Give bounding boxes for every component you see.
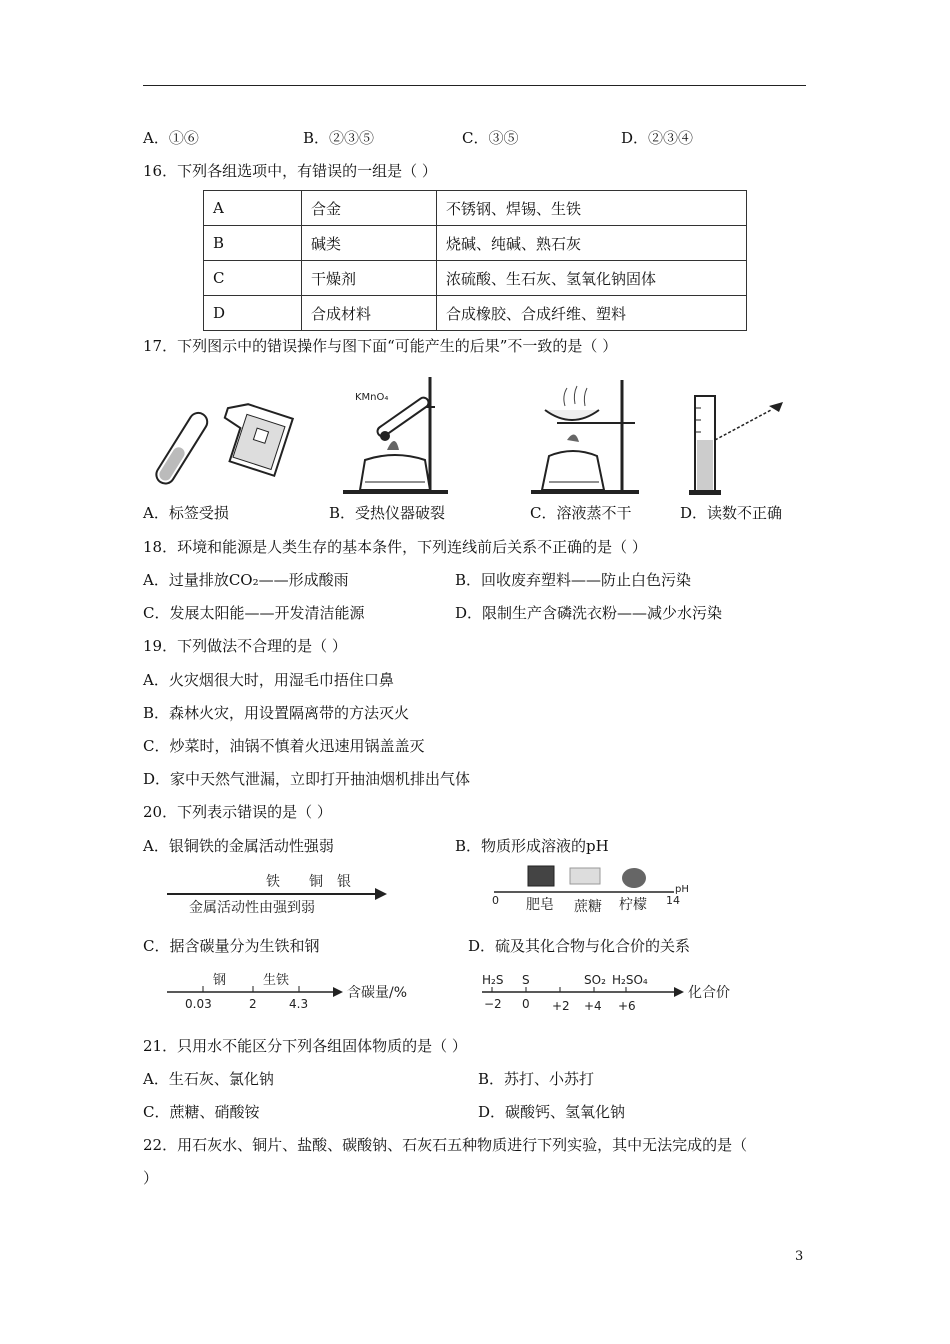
ph-item: 柠檬 <box>619 897 647 913</box>
q15-option-a: A．①⑥ <box>143 129 199 147</box>
material-label: 钢 <box>213 973 227 988</box>
carbon-tick: 2 <box>249 997 257 1011</box>
valence-axis-label: 化合价 <box>688 985 730 1001</box>
soap-image <box>528 866 554 886</box>
figure-evaporation <box>527 378 647 498</box>
q20-option-a: A．银铜铁的金属活动性强弱 <box>143 837 334 855</box>
q18-option-c: C．发展太阳能——开发清洁能源 <box>143 604 365 622</box>
ph-item: 蔗糖 <box>574 899 602 915</box>
diagram-metal-activity <box>163 872 393 920</box>
q22-stem-end: ） <box>143 1169 159 1187</box>
q19-option-a: A．火灾烟很大时，用湿毛巾捂住口鼻 <box>143 671 394 689</box>
ph-end: 14 <box>666 894 680 907</box>
kmno4-label: KMnO₄ <box>355 392 389 403</box>
activity-axis-label: 金属活动性由强到弱 <box>189 900 315 916</box>
q18-stem: 18．环境和能源是人类生存的基本条件，下列连线前后关系不正确的是（ ） <box>143 538 647 556</box>
compound-label: SO₂ <box>584 973 606 987</box>
q18-option-b: B．回收废弃塑料——防止白色污染 <box>455 571 692 589</box>
carbon-axis-label: 含碳量/% <box>347 985 408 1001</box>
table-cell: 浓硫酸、生石灰、氢氧化钠固体 <box>437 261 747 296</box>
diagram-sulfur-valence <box>478 970 740 1012</box>
table-cell: 合成橡胶、合成纤维、塑料 <box>437 296 747 331</box>
q21-option-d: D．碳酸钙、氢氧化钠 <box>478 1103 626 1121</box>
valence-tick: −2 <box>484 997 502 1011</box>
q17-option-a: A．标签受损 <box>143 504 229 522</box>
figure-heating-kmno4 <box>335 372 455 497</box>
ph-start: 0 <box>492 894 499 907</box>
valence-tick: +2 <box>552 999 570 1012</box>
metal-label: 铁 <box>266 874 280 890</box>
table-cell: B <box>204 226 302 261</box>
q16-stem: 16．下列各组选项中，有错误的一组是（ ） <box>143 162 437 180</box>
q19-stem: 19．下列做法不合理的是（ ） <box>143 637 347 655</box>
ph-unit: pH <box>675 884 689 895</box>
diagram-carbon-content <box>163 970 423 1012</box>
q17-option-b: B．受热仪器破裂 <box>329 504 446 522</box>
page-number: 3 <box>795 1249 804 1264</box>
valence-tick: +4 <box>584 999 602 1012</box>
table-cell: D <box>204 296 302 331</box>
q17-option-c: C．溶液蒸不干 <box>530 504 632 522</box>
q17-option-d: D．读数不正确 <box>680 504 783 522</box>
table-cell: 不锈钢、焊锡、生铁 <box>437 191 747 226</box>
q20-option-d: D．硫及其化合物与化合价的关系 <box>468 937 691 955</box>
compound-label: H₂SO₄ <box>612 973 648 987</box>
q15-option-b: B．②③⑤ <box>303 129 375 147</box>
material-label: 生铁 <box>263 973 290 988</box>
q18-option-d: D．限制生产含磷洗衣粉——减少水污染 <box>455 604 723 622</box>
q20-option-b: B．物质形成溶液的pH <box>455 837 609 855</box>
lemon-image <box>622 868 646 888</box>
compound-label: S <box>522 973 530 987</box>
table-cell: C <box>204 261 302 296</box>
q17-stem: 17．下列图示中的错误操作与图下面“可能产生的后果”不一致的是（ ） <box>143 337 618 355</box>
sugar-image <box>570 868 600 884</box>
carbon-tick: 4.3 <box>289 997 309 1011</box>
q18-option-a: A．过量排放CO₂——形成酸雨 <box>143 571 349 589</box>
q16-table <box>203 190 747 331</box>
metal-label: 铜 <box>309 874 323 890</box>
q15-option-c: C．③⑤ <box>462 129 519 147</box>
q22-stem: 22．用石灰水、铜片、盐酸、碳酸钠、石灰石五种物质进行下列实验，其中无法完成的是（ <box>143 1136 748 1154</box>
valence-tick: 0 <box>522 997 530 1011</box>
q21-stem: 21．只用水不能区分下列各组固体物质的是（ ） <box>143 1037 467 1055</box>
table-cell: 合金 <box>302 191 437 226</box>
q21-option-a: A．生石灰、氯化钠 <box>143 1070 274 1088</box>
ph-item: 肥皂 <box>526 897 554 913</box>
figure-pouring-liquid <box>150 398 310 493</box>
diagram-ph-scale <box>488 862 698 920</box>
q19-option-b: B．森林火灾，用设置隔离带的方法灭火 <box>143 704 410 722</box>
table-row <box>204 296 747 331</box>
table-row <box>204 261 747 296</box>
q19-option-d: D．家中天然气泄漏，立即打开抽油烟机排出气体 <box>143 770 471 788</box>
q21-option-b: B．苏打、小苏打 <box>478 1070 595 1088</box>
q21-option-c: C．蔗糖、硝酸铵 <box>143 1103 260 1121</box>
table-cell: 合成材料 <box>302 296 437 331</box>
metal-label: 银 <box>337 874 351 890</box>
valence-tick: +6 <box>618 999 636 1012</box>
q20-option-c: C．据含碳量分为生铁和钢 <box>143 937 320 955</box>
compound-label: H₂S <box>482 973 504 987</box>
table-cell: 干燥剂 <box>302 261 437 296</box>
q19-option-c: C．炒菜时，油锅不慎着火迅速用锅盖盖灭 <box>143 737 425 755</box>
header-rule <box>143 85 806 86</box>
table-cell: 碱类 <box>302 226 437 261</box>
table-row <box>204 226 747 261</box>
table-row <box>204 191 747 226</box>
figure-cylinder-reading <box>683 390 803 500</box>
carbon-tick: 0.03 <box>185 997 212 1011</box>
q20-stem: 20．下列表示错误的是（ ） <box>143 803 332 821</box>
table-cell: 烧碱、纯碱、熟石灰 <box>437 226 747 261</box>
q15-option-d: D．②③④ <box>621 129 694 147</box>
table-cell: A <box>204 191 302 226</box>
